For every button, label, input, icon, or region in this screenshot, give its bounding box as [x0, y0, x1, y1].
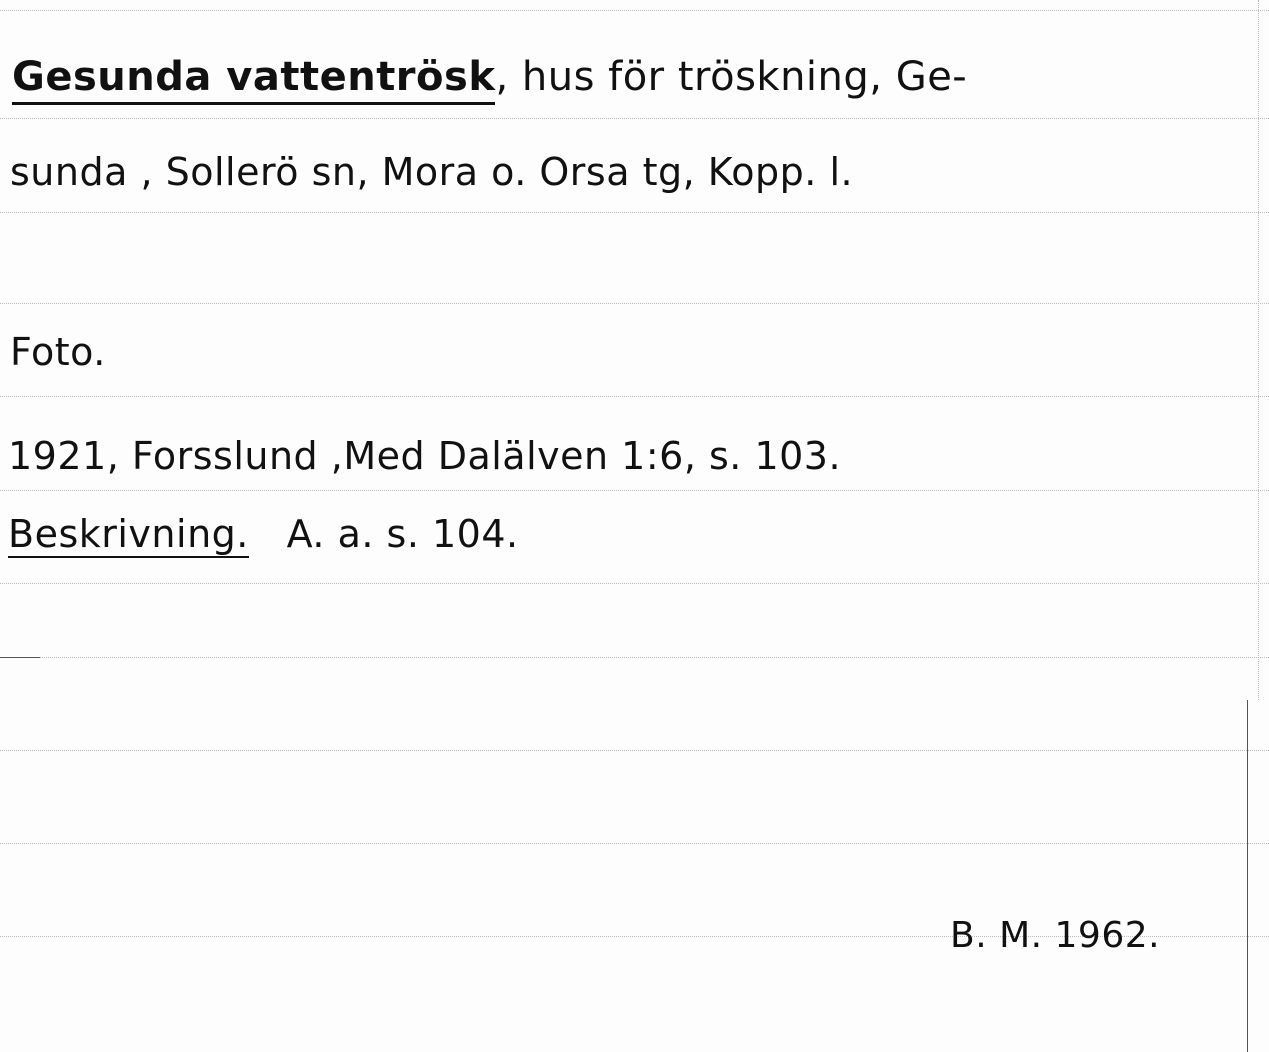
- photo-label: Foto.: [10, 330, 106, 374]
- description-reference: A. a. s. 104.: [286, 512, 519, 556]
- card-rule: [0, 212, 1269, 214]
- card-rule: [0, 303, 1269, 305]
- card-rule: [0, 396, 1269, 398]
- card-rule: [0, 843, 1269, 845]
- entry-headword: Gesunda vattentrösk: [12, 54, 495, 105]
- signature: B. M. 1962.: [950, 915, 1161, 956]
- card-rule: [0, 583, 1269, 585]
- reference-line: 1921, Forsslund ,Med Dalälven 1:6, s. 103.: [8, 434, 842, 478]
- entry-headword-rest: , hus för tröskning, Ge-: [495, 54, 968, 100]
- card-rule-right: [1258, 0, 1260, 700]
- entry-location-line: sunda , Sollerö sn, Mora o. Orsa tg, Kopp. l.: [10, 150, 854, 194]
- card-rule: [0, 490, 1269, 492]
- card-rule: [0, 657, 40, 658]
- card-rule: [40, 657, 1269, 659]
- card-edge-right: [1247, 700, 1248, 1052]
- card-rule-top: [0, 10, 1269, 12]
- description-spacer: [249, 512, 287, 556]
- description-line: [8, 512, 519, 556]
- entry-headline: [12, 52, 967, 102]
- description-label: Beskrivning.: [8, 512, 249, 556]
- card-rule: [0, 750, 1269, 752]
- card-rule: [0, 118, 1269, 120]
